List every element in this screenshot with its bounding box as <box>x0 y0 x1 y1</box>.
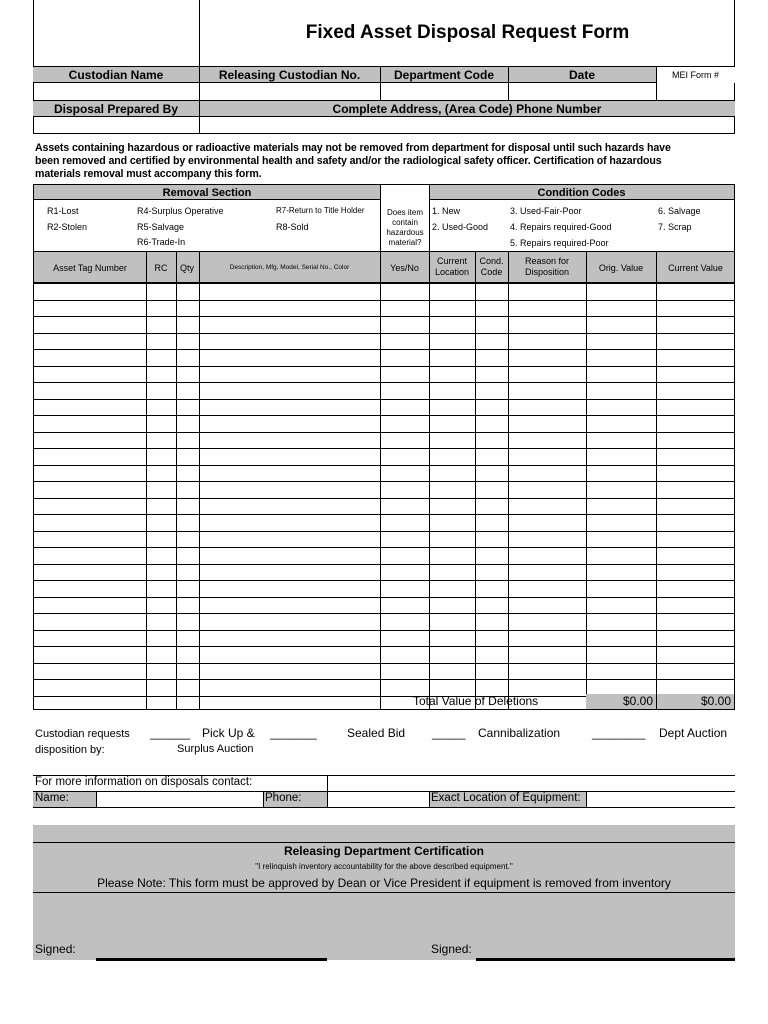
col-reason: Reason for Disposition <box>524 256 570 277</box>
table-row[interactable] <box>33 283 735 284</box>
table-row[interactable] <box>33 366 735 367</box>
releasing-custodian-no-label: Releasing Custodian No. <box>218 68 361 82</box>
col-orig-value: Orig. Value <box>598 262 644 273</box>
total-orig-value: $0.00 <box>622 694 653 708</box>
cannibalization-label: Cannibalization <box>478 726 561 740</box>
disposal-prepared-by-input[interactable] <box>34 118 199 134</box>
col-description: Description, Mfg, Model, Serial No., Color <box>229 264 350 271</box>
table-row[interactable] <box>33 564 735 565</box>
col-asset-tag: Asset Tag Number <box>53 262 127 273</box>
col-rc: RC <box>154 262 168 273</box>
table-row[interactable] <box>33 448 735 449</box>
col-current-location: Current Location <box>434 256 470 277</box>
total-current-value: $0.00 <box>700 694 731 708</box>
department-code-input[interactable] <box>381 84 508 100</box>
hazard-warning <box>35 142 735 181</box>
signature-line-2[interactable] <box>476 958 735 961</box>
signature-area <box>33 893 735 960</box>
dept-auction-label: Dept Auction <box>659 726 728 740</box>
contact-phone-input[interactable] <box>328 792 429 807</box>
table-row[interactable] <box>33 465 735 466</box>
custodian-requests-label-1: Custodian requests <box>35 728 130 740</box>
certification-quote: "I relinquish inventory accountability for the above described equipment." <box>255 861 513 871</box>
contact-name-label: Name: <box>35 792 69 804</box>
cannibalization-blank[interactable]: _____ <box>432 726 466 740</box>
table-row[interactable] <box>33 382 735 383</box>
removal-code-r2: R2-Stolen <box>47 222 88 232</box>
signature-line-1[interactable] <box>96 958 327 961</box>
releasing-custodian-no-input[interactable] <box>200 84 380 100</box>
date-label: Date <box>568 68 595 82</box>
table-row[interactable] <box>33 514 735 515</box>
condition-code-6: 6. Salvage <box>658 206 701 216</box>
hazard-warning-line-3: materials removal must accompany this form. <box>35 168 262 180</box>
department-code-label: Department Code <box>393 68 494 82</box>
col-current-value: Current Value <box>668 262 723 273</box>
certification-title: Releasing Department Certification <box>283 843 485 858</box>
custodian-name-label: Custodian Name <box>68 68 164 82</box>
table-row[interactable] <box>33 333 735 334</box>
date-input[interactable] <box>509 84 656 100</box>
table-row[interactable] <box>33 663 735 664</box>
condition-code-2: 2. Used-Good <box>432 222 489 232</box>
condition-code-7: 7. Scrap <box>658 222 692 232</box>
table-row[interactable] <box>33 531 735 532</box>
condition-code-4: 4. Repairs required-Good <box>510 222 612 232</box>
signed-label-2: Signed: <box>431 942 472 956</box>
signed-label-1: Signed: <box>35 942 76 956</box>
custodian-requests-label-2: disposition by: <box>35 744 105 756</box>
certification-spacer <box>33 825 735 842</box>
table-row[interactable] <box>33 316 735 317</box>
col-qty: Qty <box>179 262 194 273</box>
removal-code-r4: R4-Surplus Operative <box>137 206 224 216</box>
hazard-warning-line-2: been removed and certified by environmental health and safety and/or the radiological safety officer. Certification of hazardous <box>35 155 662 167</box>
hazard-question: Does item contain hazardous material? <box>386 208 424 247</box>
removal-code-r7: R7-Return to Title Holder <box>276 206 365 215</box>
mei-form-input[interactable] <box>657 84 735 100</box>
table-row[interactable] <box>33 481 735 482</box>
condition-code-3: 3. Used-Fair-Poor <box>510 206 582 216</box>
approval-note: Please Note: This form must be approved by Dean or Vice President if equipment is removed from inventory <box>97 875 671 890</box>
table-row[interactable] <box>33 679 735 680</box>
table-row[interactable] <box>33 432 735 433</box>
condition-codes-title: Condition Codes <box>537 186 626 199</box>
removal-code-r6: R6-Trade-In <box>137 237 186 247</box>
hazard-warning-line-1: Assets containing hazardous or radioactive materials may not be removed from department for disposal until such hazards have <box>35 142 671 154</box>
condition-code-1: 1. New <box>432 206 461 216</box>
mei-form-label: MEI Form # <box>671 70 719 80</box>
pickup-label: Pick Up & <box>202 726 255 740</box>
removal-code-r5: R5-Salvage <box>137 222 185 232</box>
sealed-bid-label: Sealed Bid <box>347 726 406 740</box>
col-yes-no: Yes/No <box>390 262 419 273</box>
table-row[interactable] <box>33 646 735 647</box>
sealed-bid-blank[interactable]: _______ <box>270 726 317 740</box>
custodian-name-input[interactable] <box>34 84 199 100</box>
table-row[interactable] <box>33 415 735 416</box>
contact-info-label: For more information on disposals contact: <box>35 776 253 788</box>
table-row[interactable] <box>33 630 735 631</box>
equipment-location-label: Exact Location of Equipment: <box>431 792 581 804</box>
dept-auction-blank[interactable]: ________ <box>592 726 646 740</box>
table-row[interactable] <box>33 547 735 548</box>
address-phone-input[interactable] <box>200 118 735 134</box>
removal-code-r1: R1-Lost <box>47 206 79 216</box>
table-row[interactable] <box>33 399 735 400</box>
disposal-prepared-by-label: Disposal Prepared By <box>53 102 179 116</box>
table-row[interactable] <box>33 580 735 581</box>
table-row[interactable] <box>33 349 735 350</box>
contact-name-input[interactable] <box>97 792 263 807</box>
contact-phone-label: Phone: <box>265 792 302 804</box>
col-cond-code: Cond. Code <box>479 256 504 277</box>
surplus-auction-label: Surplus Auction <box>177 743 254 755</box>
total-value-label: Total Value of Deletions <box>413 694 539 708</box>
table-row[interactable] <box>33 597 735 598</box>
address-phone-label: Complete Address, (Area Code) Phone Number <box>332 102 602 116</box>
removal-section-title: Removal Section <box>162 186 252 199</box>
table-row[interactable] <box>33 300 735 301</box>
removal-code-r8: R8-Sold <box>276 222 309 232</box>
table-row[interactable] <box>33 613 735 614</box>
equipment-location-input[interactable] <box>587 792 735 807</box>
condition-code-5: 5. Repairs required-Poor <box>510 238 609 248</box>
table-row[interactable] <box>33 498 735 499</box>
pickup-blank[interactable]: ______ <box>150 726 191 740</box>
form-title: Fixed Asset Disposal Request Form <box>305 22 630 43</box>
